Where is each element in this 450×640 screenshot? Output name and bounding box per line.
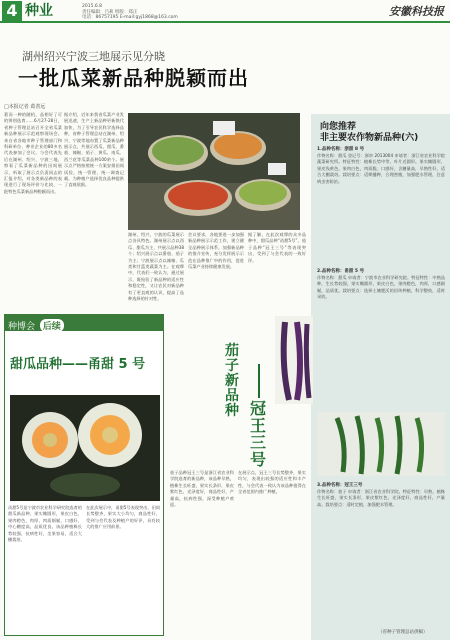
article-col-4: 会议要求，各地要进一步加强新品种展示示范工作，建立健全品种展示体系，加强新品种的推介宣传，充分发挥展示示范在品种推广中的作用，促进瓜菜产业持续健康发展。 — [188, 232, 244, 270]
side-title-char: 新 — [225, 373, 239, 389]
recommend-tag: 向您推荐 — [320, 122, 357, 132]
article-col-2: 据介绍，近年来我省瓜菜产业发展迅速，生产上新品种更新换代加快，为了引导农民科学选择品种，省种子管理总站在湖州、绍兴、宁波等地布置了瓜菜新品种展示点，共展示西瓜、甜瓜、番茄、辣椒、茄子、黄瓜、南瓜、西兰花等瓜菜品种100余个。展示点严格按照统一方案安排田间试验，统一管理，统一调查记载，为种植户选择优良品种提供了直观依据。 — [64, 112, 124, 188]
side-vertical-title — [218, 344, 246, 419]
melon-display-icon — [128, 113, 300, 230]
header-meta — [82, 4, 282, 21]
side-dash — [258, 364, 260, 398]
editors: 责任编辑：吕莉 组版：郑正 — [82, 9, 138, 15]
article-byline: □本报记者 葛善远 — [4, 104, 46, 110]
pepper-icon — [317, 412, 445, 476]
side-title-char: 茄 — [225, 343, 239, 359]
side-sub-char: 王 — [250, 416, 267, 435]
eggplant-photo — [275, 316, 313, 404]
article-col-5: 据了解，在此次观摩的众多品种中，甜瓜品种“甬甜5号”，茄子品种“冠王三号”等表现突出，受到了与会代表的一致好评。 — [248, 232, 306, 263]
box-title: 甜瓜品种——甬甜 5 号 — [10, 357, 146, 372]
side-title-char: 子 — [225, 358, 239, 374]
eggplant-icon — [275, 316, 313, 404]
article-col-1: 葛而一种的随机，品相好了可的辨别选育……6月27-28日，省种子管理总站召开全省瓜菜新品种展示示范观察现场会。来自省各地市种子管理部门和科研单位、种业企业的80多名代表参加了会议。与会代表先后在湖州、绍兴、宁波三地，察看了瓜菜新品种的田间展示，听取了展示点负责同志的汇报介绍，对各类新品种的表现进行了现场评价与比较，一批特色瓜菜新品种脱颖而出。 — [4, 112, 62, 194]
variety-3-head: 3.品种名称：冠王三号 — [317, 483, 363, 488]
box-label — [8, 319, 64, 332]
side-sub-char: 三 — [250, 433, 267, 452]
box-col-1: 甬甜5号是宁波市农业科学研究院选育的甜瓜新品种，果实椭圆形，果皮白色，果肉橙色，肉厚，肉质细腻，口感好，中心糖度高，品质优良。该品种植株长势较强，抗病性好，坐果容易，适合大棚栽培。 — [8, 505, 82, 543]
side-title-char: 品 — [225, 388, 239, 404]
melon-photo — [10, 395, 160, 501]
contact-info: 电话：86757195 E-mail:gyj1868@163.com — [82, 15, 178, 20]
box-label-badge: 后续 — [40, 319, 64, 332]
panel-footer: （省种子管理总站供稿） — [378, 630, 428, 635]
box-col-2: 在此次展示中，甬甜5号表现突出，田间长势整齐，果实大小均匀，商品性好，受到与会代表及种植户的好评，具有较大的推广应用前景。 — [86, 505, 160, 530]
recommend-header — [320, 122, 418, 144]
variety-1-head: 1.品种名称：浙甜 8 号 — [317, 147, 365, 152]
market-photo — [128, 113, 300, 230]
section-title: 种业 — [25, 3, 53, 19]
article-kicker: 湖州绍兴宁波三地展示见分晓 — [22, 50, 165, 63]
side-sub-char: 号 — [250, 450, 267, 469]
side-sub-char: 冠 — [250, 399, 267, 418]
pepper-photo — [317, 412, 445, 476]
page-number: 4 — [2, 1, 22, 21]
box-label-main: 种博会 — [8, 322, 36, 332]
variety-1-body: 作物名称：甜瓜 登记号：浙审 2013004 申请者：浙江省农业科学院蔬菜研究所。特征特性：植株长势中等，叶片近圆形。果实椭圆形，果皮浅黄色，果肉白色，肉质脆，口感好，含糖量高，早熟性好，适合大棚栽培。栽培要点：适期播种，合理密植，加强肥水管理，注意病虫害防治。 — [317, 153, 445, 184]
side-vertical-subtitle — [250, 400, 268, 468]
page-header — [0, 0, 450, 22]
newspaper-brand: 安徽科技报 — [389, 5, 444, 18]
variety-3-body: 作物名称：茄子 申请者：浙江省农业科学院。特征特性：早熟，植株生长旺盛，果实长条形，果皮紫红色，光泽度好，商品性好，产量高。栽培要点：适时定植，加强肥水管理。 — [317, 489, 445, 507]
header-divider — [0, 21, 450, 23]
variety-2-body: 作物名称：甜瓜 申请者：宁波市农业科学研究院。特征特性：中熟品种，生长势较强，果实椭圆形，果皮白色，果肉橙色，肉厚，口感细腻，品质优。栽培要点：选择土壤肥沃的田块种植，科学整枝，适时采收。 — [317, 275, 445, 300]
side-title-char: 种 — [225, 403, 239, 419]
variety-2-head: 2.品种名称：甬甜 5 号 — [317, 269, 365, 274]
article-title: 一批瓜菜新品种脱颖而出 — [18, 66, 249, 90]
melon-icon — [10, 395, 160, 501]
side-col-1: 茄子品种冠王三号是浙江省农业科学院选育的新品种，该品种早熟，植株生长旺盛，果实长条形，果皮紫红色，光泽度好，商品性好，产量高，抗病性强，深受种植户欢迎。 — [170, 470, 234, 508]
side-col-2: 在展示点，冠王三号长势整齐，果实均匀，表现出较强的适应性和丰产性，与会代表一致认为该品种值得在全省范围内推广种植。 — [238, 470, 306, 495]
article-col-3: 湖州，绍兴，宁波的瓜菜展示点各具特色。湖州展示点以西瓜、甜瓜为主，共展示品种38个；绍兴展示点以番茄、茄子为主；宁波展示点以辣椒、瓜类和甘蓝类蔬菜为主。在观摩中，代表们一致认为，通过展示，既检验了新品种的适应性和稳定性，又让农民对新品种有了更直观的认识，提高了品种选择的针对性。 — [128, 232, 184, 302]
recommend-title: 非主要农作物新品种(六) — [320, 133, 419, 143]
issue-date: 2015.6.8 — [82, 4, 103, 9]
